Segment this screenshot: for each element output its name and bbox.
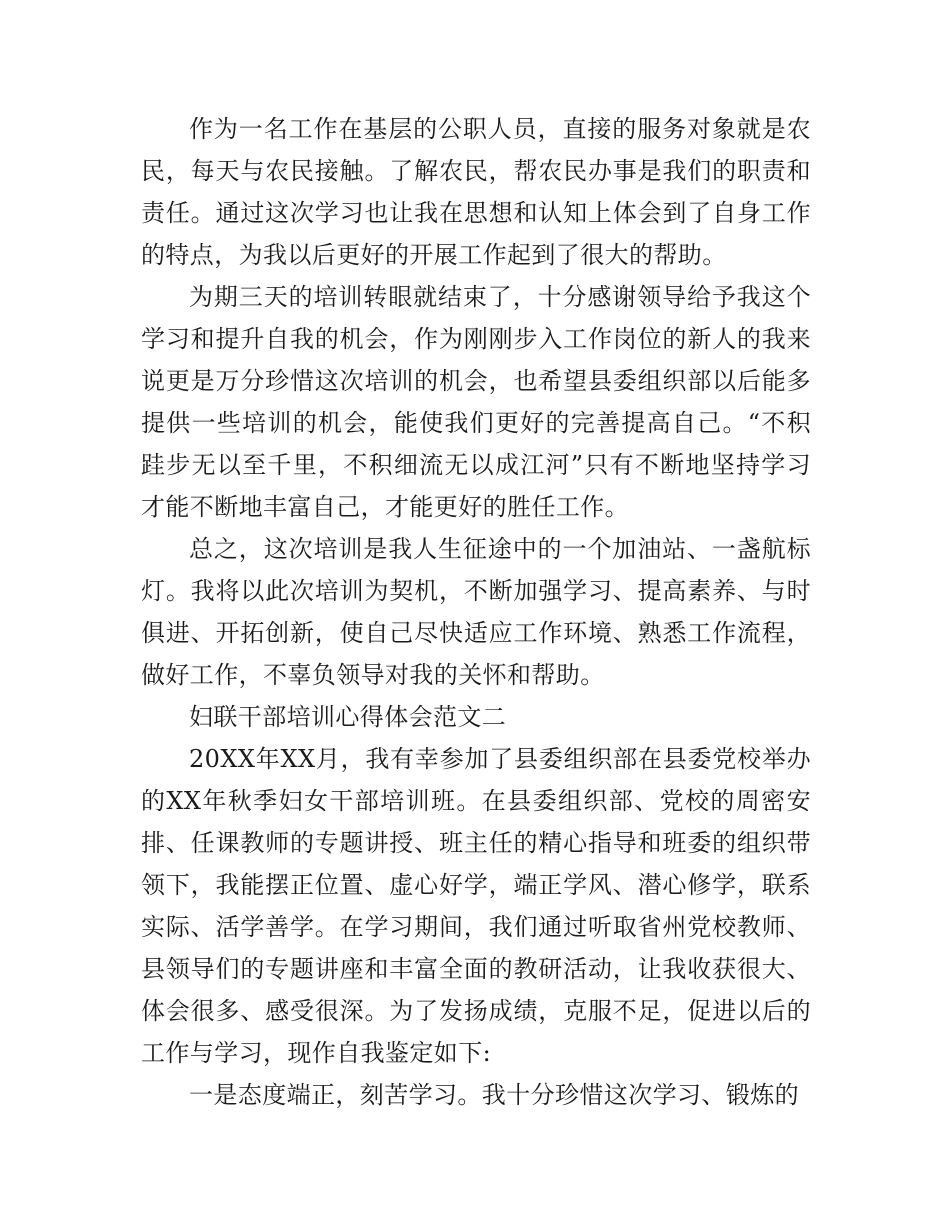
- paragraph-2: 为期三天的培训转眼就结束了，十分感谢领导给予我这个学习和提升自我的机会，作为刚刚步入工作岗位的新人的我来说更是万分珍惜这次培训的机会，也希望县委组织部以后能多提供一些培训的机会，能使我们更好的完善提高自己。“不积跬步无以至千里，不积细流无以成江河”只有不断地坚持学习才能不断地丰富自己，才能更好的胜任工作。: [141, 283, 811, 521]
- paragraph-4: 20XX年XX月，我有幸参加了县委组织部在县委党校举办的XX年秋季妇女干部培训班。在县委组织部、党校的周密安排、任课教师的专题讲授、班主任的精心指导和班委的组织带领下，我能摆正位置、虚心好学，端正学风、潜心修学，联系实际、活学善学。在学习期间，我们通过听取省州党校教师、县领导们的专题讲座和丰富全面的教研活动，让我收获很大、体会很多、感受很深。为了发扬成绩，克服不足，促进以后的工作与学习，现作自我鉴定如下:: [141, 745, 811, 1067]
- document-body: [141, 108, 811, 1116]
- section-heading: 妇联干部培训心得体会范文二: [189, 703, 507, 731]
- paragraph-5: 一是态度端正，刻苦学习。我十分珍惜这次学习、锻炼的: [189, 1081, 799, 1109]
- paragraph-3: 总之，这次培训是我人生征途中的一个加油站、一盏航标灯。我将以此次培训为契机，不断加强学习、提高素养、与时俱进、开拓创新，使自己尽快适应工作环境、熟悉工作流程，做好工作，不辜负领导对我的关怀和帮助。: [141, 535, 811, 689]
- paragraph-1: 作为一名工作在基层的公职人员，直接的服务对象就是农民，每天与农民接触。了解农民，帮农民办事是我们的职责和责任。通过这次学习也让我在思想和认知上体会到了自身工作的特点，为我以后更好的开展工作起到了很大的帮助。: [141, 115, 811, 269]
